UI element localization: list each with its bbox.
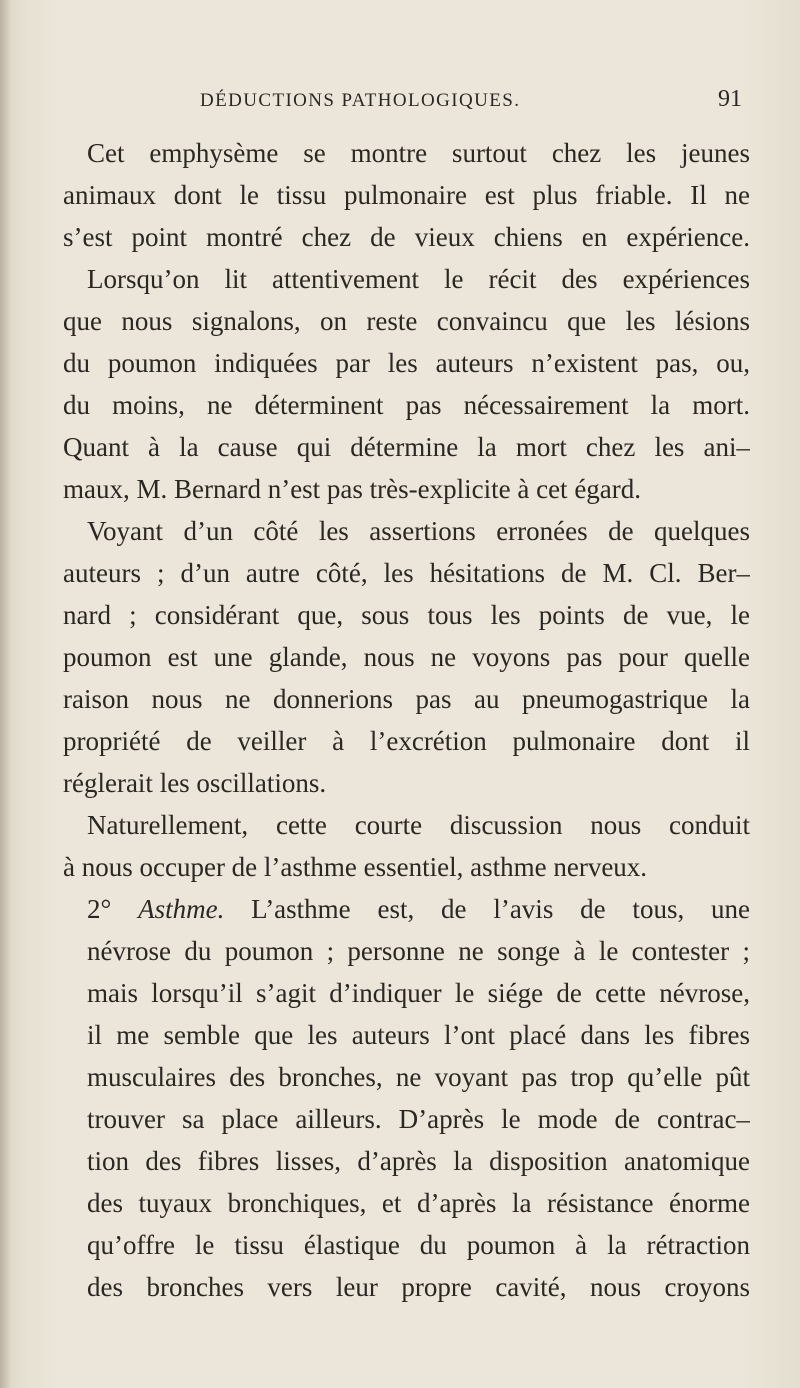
text-line: il me semble que les auteurs l’ont placé dans les fibres xyxy=(87,1020,750,1050)
text-line: maux, M. Bernard n’est pas très-explicite à cet égard. xyxy=(63,474,642,504)
text-line: mais lorsqu’il s’agit d’indiquer le siége de cette névrose, xyxy=(87,978,750,1008)
text-line: névrose du poumon ; personne ne songe à le contester ; xyxy=(87,936,750,966)
body-text xyxy=(55,132,750,1308)
text-line: trouver sa place ailleurs. D’après le mode de contrac– xyxy=(87,1104,750,1134)
section-title: Asthme. xyxy=(138,894,225,924)
section-number: 2° xyxy=(87,894,139,924)
text-line: s’est point montré chez de vieux chiens en expérience. xyxy=(63,222,750,252)
text-line: nard ; considérant que, sous tous les points de vue, le xyxy=(63,600,750,630)
text-line-asthme-heading xyxy=(55,888,750,930)
text-line: poumon est une glande, nous ne voyons pas pour quelle xyxy=(63,642,750,672)
text-line: raison nous ne donnerions pas au pneumogastrique la xyxy=(63,684,750,714)
text-line: du poumon indiquées par les auteurs n’existent pas, ou, xyxy=(63,348,750,378)
text-line: à nous occuper de l’asthme essentiel, asthme nerveux. xyxy=(63,852,648,882)
text-line: musculaires des bronches, ne voyant pas trop qu’elle pût xyxy=(87,1062,750,1092)
text-line: que nous signalons, on reste convaincu que les lésions xyxy=(63,306,750,336)
text-line: animaux dont le tissu pulmonaire est plus friable. Il ne xyxy=(63,180,750,210)
text-line: du moins, ne déterminent pas nécessairement la mort. xyxy=(63,390,750,420)
section-text: L’asthme est, de l’avis de tous, une xyxy=(224,894,750,924)
text-line: Cet emphysème se montre surtout chez les jeunes xyxy=(87,138,750,168)
running-head xyxy=(0,84,800,114)
text-line: réglerait les oscillations. xyxy=(63,768,327,798)
text-line: des tuyaux bronchiques, et d’après la résistance énorme xyxy=(87,1188,750,1218)
page-number: 91 xyxy=(718,86,742,112)
page-binding-edge xyxy=(0,0,10,1388)
text-line: qu’offre le tissu élastique du poumon à la rétraction xyxy=(87,1230,750,1260)
text-line: Naturellement, cette courte discussion nous conduit xyxy=(87,810,750,840)
text-line: Lorsqu’on lit attentivement le récit des expériences xyxy=(87,264,750,294)
text-line: tion des fibres lisses, d’après la disposition anatomique xyxy=(87,1146,750,1176)
text-line: propriété de veiller à l’excrétion pulmonaire dont il xyxy=(63,726,750,756)
text-line: auteurs ; d’un autre côté, les hésitations de M. Cl. Ber– xyxy=(63,558,750,588)
text-line: des bronches vers leur propre cavité, nous croyons xyxy=(87,1272,750,1302)
running-head-title: DÉDUCTIONS PATHOLOGIQUES. xyxy=(200,90,521,111)
text-line: Quant à la cause qui détermine la mort chez les ani– xyxy=(63,432,750,462)
text-line: Voyant d’un côté les assertions erronées de quelques xyxy=(87,516,750,546)
